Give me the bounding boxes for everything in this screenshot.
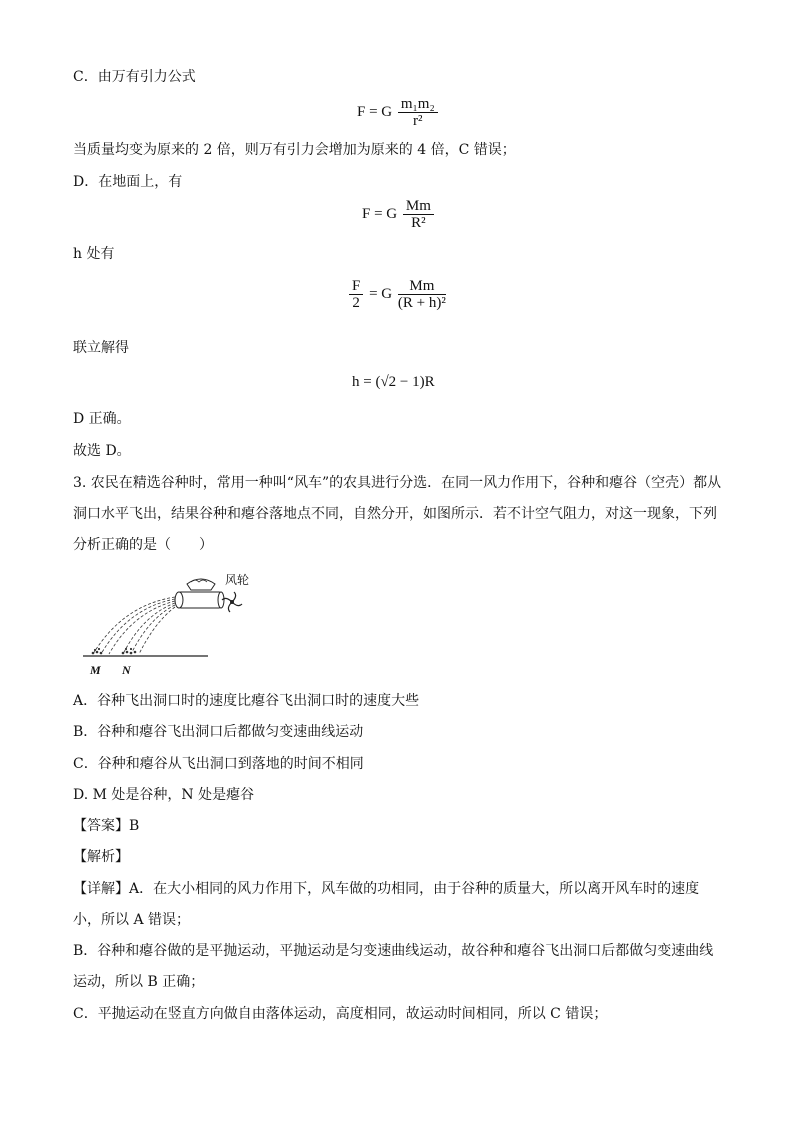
denominator: R² (411, 215, 426, 231)
option-a: A．谷种飞出洞口时的速度比瘪谷飞出洞口时的速度大些 (73, 693, 420, 709)
fraction (398, 96, 438, 129)
grain-piles (92, 648, 137, 654)
formula-lhs: F = G (357, 103, 393, 120)
text-line: 当质量均变为原来的 2 倍，则万有引力会增加为原来的 4 倍，C 错误； (73, 142, 516, 158)
formula-height (347, 278, 448, 311)
text-line: h 处有 (73, 246, 115, 262)
analysis-text: 运动，所以 B 正确； (73, 974, 205, 990)
question-stem: 分析正确的是（ ） (73, 537, 213, 553)
question-stem: 3. 农民在精选谷种时，常用一种叫“风车”的农具进行分选．在同一风力作用下，谷种和瘪谷（空壳）都从 (73, 475, 722, 491)
formula-mid: = G (369, 285, 393, 302)
answer-line: 【答案】B (73, 818, 140, 834)
numerator: m₁m₂ (398, 96, 438, 113)
numerator: Mm (398, 278, 446, 295)
label-m: M (90, 663, 101, 677)
numerator: Mm (403, 198, 434, 215)
barrel-body (179, 592, 221, 608)
winnowing-figure (83, 570, 263, 680)
question-stem: 洞口水平飞出，结果谷种和瘪谷落地点不同，自然分开，如图所示．若不计空气阻力，对这一现象，下列 (73, 506, 717, 522)
numerator: F (349, 278, 363, 295)
text-line: D 正确。 (73, 411, 131, 427)
trajectory-lines (93, 597, 175, 654)
analysis-heading: 【解析】 (73, 849, 129, 865)
denominator: 2 (352, 295, 360, 311)
text-line: 故选 D。 (73, 443, 131, 459)
formula-ground (362, 198, 436, 231)
denominator: r² (413, 113, 423, 129)
fraction (349, 278, 363, 311)
fan-wheel-icon (222, 592, 242, 612)
formula-result (352, 374, 435, 391)
analysis-text: C．平抛运动在竖直方向做自由落体运动，高度相同，故运动时间相同，所以 C 错误； (73, 1006, 608, 1022)
option-d: D. M 处是谷种，N 处是瘪谷 (73, 787, 255, 803)
fraction (398, 278, 446, 311)
text-line: C．由万有引力公式 (73, 69, 196, 85)
label-wind-wheel: 风轮 (225, 573, 250, 587)
denominator: (R + h)² (397, 295, 446, 311)
formula-lhs: F = G (362, 205, 398, 222)
text-line: 联立解得 (73, 340, 129, 356)
analysis-text: B．谷种和瘪谷做的是平抛运动，平抛运动是匀变速曲线运动，故谷种和瘪谷飞出洞口后都做匀变速曲线 (73, 943, 714, 959)
formula-text: h = (√2 − 1)R (352, 374, 435, 390)
label-n: N (122, 663, 131, 677)
analysis-text: 【详解】A．在大小相同的风力作用下，风车做的功相同，由于谷种的质量大，所以离开风车时的速度 (73, 881, 700, 897)
option-c: C．谷种和瘪谷从飞出洞口到落地的时间不相同 (73, 756, 364, 772)
formula-gravitation (357, 96, 440, 129)
analysis-text: 小，所以 A 错误； (73, 912, 191, 928)
text-line: D．在地面上，有 (73, 174, 183, 190)
option-b: B．谷种和瘪谷飞出洞口后都做匀变速曲线运动 (73, 724, 364, 740)
fraction (403, 198, 434, 231)
